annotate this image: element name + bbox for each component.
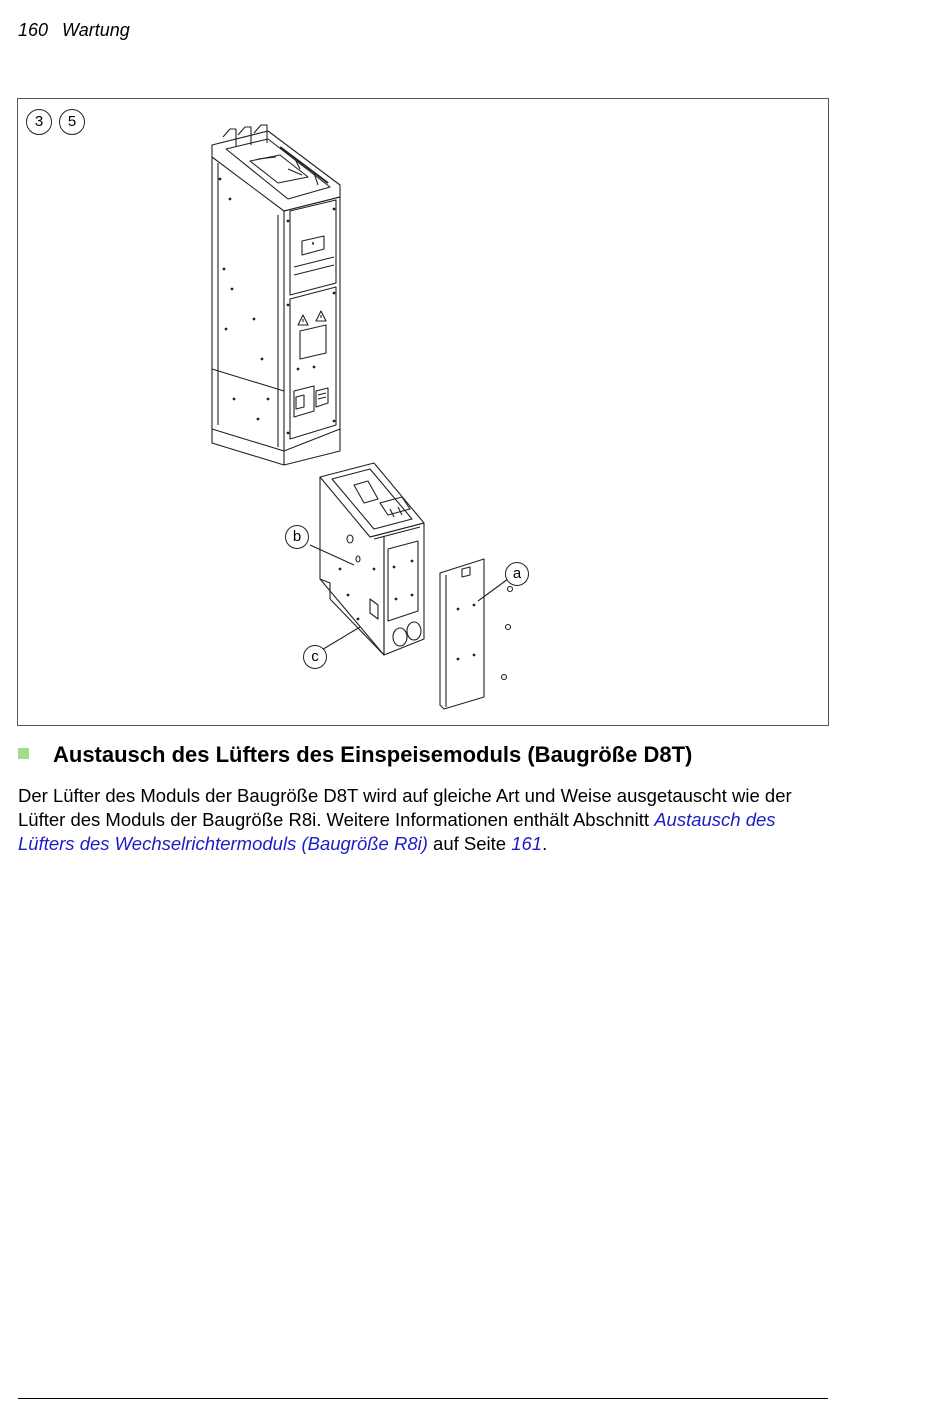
body-paragraph	[18, 784, 830, 856]
page-reference-link[interactable]: 161	[511, 833, 543, 854]
heading-bullet-icon	[18, 748, 29, 759]
running-header	[18, 20, 130, 41]
page-number: 160	[18, 20, 49, 40]
section-title: Austausch des Lüfters des Einspeisemoduls (Baugröße D8T)	[53, 742, 693, 767]
section-cross-reference-link[interactable]: Austausch des Lüfters des Wechselrichtermoduls (Baugröße R8i)	[18, 809, 776, 854]
section-heading	[18, 742, 838, 768]
paragraph-text-1: Der Lüfter des Moduls der Baugröße D8T wird auf gleiche Art und Weise ausgetauscht wie der Lüfter des Moduls der Baugröße R8i. Weitere Informationen enthält Abschnitt	[18, 785, 792, 830]
footer-rule	[18, 1398, 828, 1399]
step-5-badge: 5	[59, 109, 85, 135]
callout-b-badge: b	[285, 525, 309, 549]
module-illustration	[18, 99, 830, 727]
chapter-title: Wartung	[62, 20, 130, 40]
maintenance-figure	[17, 98, 829, 726]
callout-a-badge: a	[505, 562, 529, 586]
callout-c-badge: c	[303, 645, 327, 669]
step-3-badge: 3	[26, 109, 52, 135]
paragraph-text-3: .	[542, 833, 548, 854]
paragraph-text-2: auf Seite	[427, 833, 512, 854]
